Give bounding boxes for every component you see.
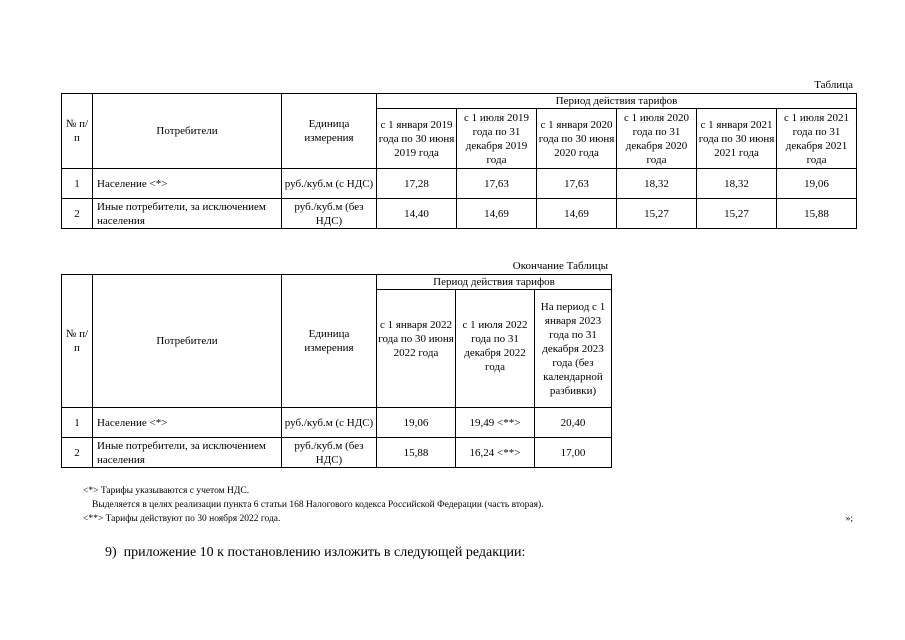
tariff-cell: 15,88 (777, 199, 857, 229)
row-unit: руб./куб.м (с НДС) (282, 169, 377, 199)
period-header: с 1 июля 2022 года по 31 декабря 2022 года (456, 290, 535, 408)
row-unit: руб./куб.м (без НДС) (282, 438, 377, 468)
footnote-1: <*> Тарифы указываются с учетом НДС. (83, 486, 250, 496)
tariff-cell: 16,24 <**> (456, 438, 535, 468)
row-consumer: Иные потребители, за исключением населения (93, 438, 282, 468)
row-consumer: Население <*> (93, 408, 282, 438)
period-header: с 1 января 2019 года по 30 июня 2019 года (377, 109, 457, 169)
tariff-cell: 17,00 (535, 438, 612, 468)
row-unit: руб./куб.м (с НДС) (282, 408, 377, 438)
row-num: 2 (62, 438, 93, 468)
paragraph-item-9: 9) приложение 10 к постановлению изложить в следующей редакции: (105, 545, 526, 560)
header-period: Период действия тарифов (377, 94, 857, 109)
period-header: с 1 января 2020 года по 30 июня 2020 года (537, 109, 617, 169)
table-row (62, 408, 612, 438)
table-row (62, 438, 612, 468)
tariff-cell: 14,69 (457, 199, 537, 229)
period-header: с 1 июля 2020 года по 31 декабря 2020 года (617, 109, 697, 169)
header-consumers: Потребители (93, 94, 282, 169)
row-consumer: Иные потребители, за исключением населения (93, 199, 282, 229)
closing-quote: »; (845, 514, 853, 524)
tariff-cell: 14,40 (377, 199, 457, 229)
period-header: с 1 июля 2019 года по 31 декабря 2019 года (457, 109, 537, 169)
period-header: с 1 января 2022 года по 30 июня 2022 года (377, 290, 456, 408)
header-unit: Единица измерения (282, 275, 377, 408)
row-unit: руб./куб.м (без НДС) (282, 199, 377, 229)
table-row (62, 169, 857, 199)
row-num: 1 (62, 408, 93, 438)
footnote-1-continuation: Выделяется в целях реализации пункта 6 статьи 168 Налогового кодекса Российской Федерации (часть вторая). (92, 500, 544, 510)
tariff-cell: 15,27 (617, 199, 697, 229)
tariff-cell: 17,63 (457, 169, 537, 199)
row-num: 2 (62, 199, 93, 229)
tariff-cell: 15,88 (377, 438, 456, 468)
tariff-cell: 14,69 (537, 199, 617, 229)
tariff-cell: 15,27 (697, 199, 777, 229)
footnote-2: <**> Тарифы действуют по 30 ноября 2022 года. (83, 514, 281, 524)
tariff-cell: 17,63 (537, 169, 617, 199)
tariff-cell: 19,06 (377, 408, 456, 438)
header-consumers: Потребители (93, 275, 282, 408)
header-num: № п/п (62, 94, 93, 169)
header-period: Период действия тарифов (377, 275, 612, 290)
tariff-cell: 18,32 (617, 169, 697, 199)
period-header: с 1 июля 2021 года по 31 декабря 2021 года (777, 109, 857, 169)
table1-caption: Таблица (814, 79, 853, 91)
row-num: 1 (62, 169, 93, 199)
header-num: № п/п (62, 275, 93, 408)
tariff-table-2 (61, 274, 612, 468)
tariff-cell: 17,28 (377, 169, 457, 199)
table2-caption: Окончание Таблицы (512, 260, 608, 272)
tariff-cell: 18,32 (697, 169, 777, 199)
row-consumer: Население <*> (93, 169, 282, 199)
tariff-table-1 (61, 93, 857, 229)
header-unit: Единица измерения (282, 94, 377, 169)
period-header: На период с 1 января 2023 года по 31 декабря 2023 года (без календарной разбивки) (535, 290, 612, 408)
tariff-cell: 19,49 <**> (456, 408, 535, 438)
period-header: с 1 января 2021 года по 30 июня 2021 года (697, 109, 777, 169)
tariff-cell: 19,06 (777, 169, 857, 199)
table-row (62, 199, 857, 229)
tariff-cell: 20,40 (535, 408, 612, 438)
